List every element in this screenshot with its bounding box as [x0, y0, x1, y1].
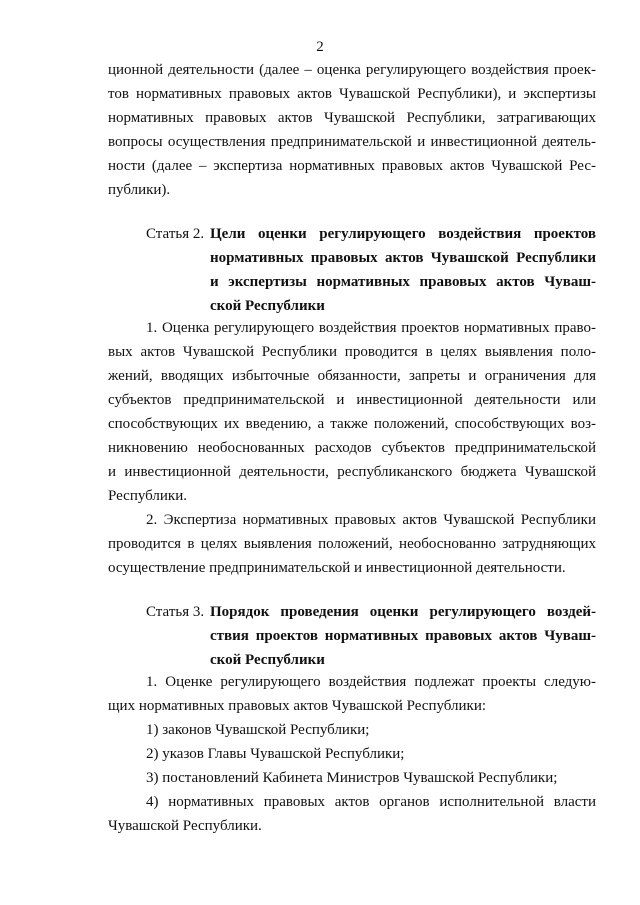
article-2-p1-line: вых актов Чувашской Республики проводится в целях выявления поло- [108, 344, 596, 360]
article-3-title-line: ствия проектов нормативных правовых актов Чуваш- [210, 628, 596, 644]
list-item: 2) указов Главы Чувашской Республики; [146, 746, 405, 762]
intro-line: тов нормативных правовых актов Чувашской Республики), и экспертизы [108, 86, 596, 102]
article-2-title-line: Цели оценки регулирующего воздействия проектов [210, 226, 596, 242]
article-2-p1-line: способствующих их введению, а также положений, способствующих воз- [108, 416, 596, 432]
intro-line: публики). [108, 182, 171, 198]
article-2-title-line: ской Республики [210, 298, 325, 314]
article-2-title-line: и экспертизы нормативных правовых актов Чуваш- [210, 274, 596, 290]
article-2-p1-line: и инвестиционной деятельности, республиканского бюджета Чувашской [108, 464, 596, 480]
page-number: 2 [316, 39, 324, 55]
article-3-title-line: ской Республики [210, 652, 325, 668]
article-2-p1-line: субъектов предпринимательской и инвестиционной деятельности или [108, 392, 596, 408]
article-2-p2-line: осуществление предпринимательской и инвестиционной деятельности. [108, 560, 566, 576]
article-3-p1-line: щих нормативных правовых актов Чувашской Республики: [108, 698, 487, 714]
article-2-p1-line: никновению необоснованных расходов субъектов предпринимательской [108, 440, 596, 456]
intro-line: вопросы осуществления предпринимательской и инвестиционной деятель- [108, 134, 596, 150]
article-3-p1-line: 1. Оценке регулирующего воздействия подлежат проекты следую- [146, 674, 596, 690]
list-item-continuation: Чувашской Республики. [108, 818, 262, 834]
intro-line: нормативных правовых актов Чувашской Республики, затрагивающих [108, 110, 596, 126]
intro-line: ционной деятельности (далее – оценка регулирующего воздействия проек- [108, 62, 596, 78]
article-2-p2-line: проводится в целях выявления положений, необоснованно затрудняющих [108, 536, 596, 552]
article-3-label: Статья 3. [146, 604, 205, 620]
list-item: 3) постановлений Кабинета Министров Чувашской Республики; [146, 770, 558, 786]
article-2-p1-line: 1. Оценка регулирующего воздействия проектов нормативных право- [146, 320, 596, 336]
list-item: 1) законов Чувашской Республики; [146, 722, 370, 738]
article-2-p1-line: Республики. [108, 488, 187, 504]
article-2-p2-line: 2. Экспертиза нормативных правовых актов Чувашской Республики [146, 512, 596, 528]
intro-line: ности (далее – экспертиза нормативных правовых актов Чувашской Рес- [108, 158, 596, 174]
article-2-p1-line: жений, вводящих избыточные обязанности, запреты и ограничения для [108, 368, 596, 384]
article-2-label: Статья 2. [146, 226, 205, 242]
article-2-title-line: нормативных правовых актов Чувашской Республики [210, 250, 596, 266]
article-3-title-line: Порядок проведения оценки регулирующего воздей- [210, 604, 596, 620]
list-item: 4) нормативных правовых актов органов исполнительной власти [146, 794, 596, 810]
